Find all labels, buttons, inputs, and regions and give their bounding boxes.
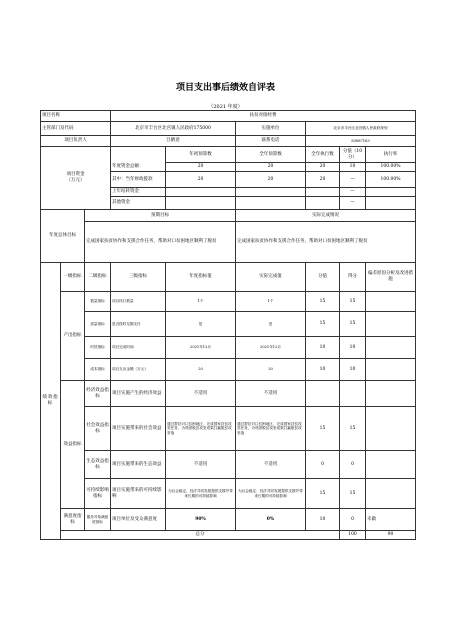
- phone-value: 83887163: [306, 136, 416, 147]
- document-year: （2021 年度）: [208, 104, 243, 110]
- indicator-row: 可持续影响指标 项目实施带来的可持续影响 为社会稳定、经济共同发展提供支撑并带来长期的可持续影响 为社会稳定、经济共同发展提供支撑并带来长期的可持续影响 15 15: [41, 479, 416, 509]
- total-row: [41, 531, 416, 540]
- leader-label: 项目负责人: [41, 136, 111, 147]
- col-initial-budget: 年初预算数: [166, 147, 236, 163]
- head-level1: 一级指标: [61, 263, 85, 292]
- funds-row: 上年结转资金 —: [41, 188, 416, 197]
- expected-goal-header: 预期目标: [85, 210, 236, 222]
- funds-row: 其中：当年财政拨款 20 20 20 — 100.00%: [41, 172, 416, 188]
- expected-goal-text: 完成国家扶贫协作和支援合作任务，帮助对口贫困地区顺利了脱贫: [85, 222, 236, 263]
- project-name-value: 扶贫对接经费: [111, 111, 416, 122]
- funds-label: 项目资金 （万元）: [41, 147, 111, 210]
- head-target: 年度指标值: [166, 263, 236, 292]
- head-score: 分值: [306, 263, 340, 292]
- self-evaluation-table: [40, 110, 416, 540]
- indicator-row: 生态效益指标 项目实施带来的生态效益 不适用 不适用 0 0: [41, 451, 416, 479]
- effect-indicator-label: 效益指标: [61, 381, 85, 509]
- indicator-row: 满意度指标 服务对象满意度指标 项目单位及受众满意度 90% 0% 10 0 未做: [41, 509, 416, 531]
- indicator-row: 时效指标 项目完成时间 2021年12月 2021年12月 10 10: [41, 337, 416, 359]
- dept-label: 主管部门及代码: [41, 122, 111, 136]
- col-score: 分值（10分）: [340, 147, 366, 163]
- leader-value: 吕陋意: [111, 136, 236, 147]
- performance-indicator-label: 绩效指标: [41, 263, 61, 540]
- actual-goal-header: 实际完成情况: [236, 210, 416, 222]
- head-got: 得分: [340, 263, 366, 292]
- actual-goal-text: 完成国家扶贫协作和支援合作任务，帮助对口贫困地区顺利了脱贫: [236, 222, 416, 263]
- output-indicator-label: 产出指标: [61, 292, 85, 381]
- impl-unit-value: 北京市丰台区北宫镇人民政府规划: [306, 122, 416, 136]
- col-full-budget: 全年预算数: [236, 147, 306, 163]
- head-level3: 三级指标: [111, 263, 166, 292]
- col-full-exec: 全年执行数: [306, 147, 340, 163]
- head-level2: 二级指标: [85, 263, 111, 292]
- satisfaction-indicator-label: 满意度指标: [61, 509, 85, 531]
- indicator-row: 成本指标 项目支出金额（万元） 20 20 10 10: [41, 359, 416, 381]
- annual-goal-label: 年度总体目标: [41, 210, 85, 263]
- funds-row: 其他资金 —: [41, 197, 416, 210]
- phone-label: 联系电话: [236, 136, 306, 147]
- col-exec-rate: 执行率: [366, 147, 416, 163]
- document-title: 项目支出事后绩效自评表: [175, 83, 275, 93]
- head-actual: 实际完成值: [236, 263, 306, 292]
- indicator-row: 效益指标 经济效益指标 项目实施产生的经济效益 不适用 不适用: [41, 381, 416, 407]
- dept-value: 北京市丰台区北宫镇人民政府175000: [111, 122, 236, 136]
- total-score: 100: [340, 531, 366, 540]
- project-name-label: 项目名称: [41, 111, 111, 122]
- indicator-row: 社会效益指标 项目实施带来的社会效益 通过帮扶对口贫困地区，完成国家扶贫攻坚任务，为巩固脱贫攻坚成果打赢脱贫攻坚战 通过帮扶对口贫困地区，完成国家扶贫攻坚任务，为巩固脱贫攻坚成果打赢脱贫攻坚战 15 15: [41, 407, 416, 451]
- funds-row: 年度资金总额： 20 20 20 10 100.00%: [41, 163, 416, 172]
- indicator-row: 质量指标 是否按时足额支付 是 是 15 15: [41, 312, 416, 337]
- total-got: 90: [366, 531, 416, 540]
- impl-unit-label: 实施单位: [236, 122, 306, 136]
- total-label: 总分: [61, 531, 340, 540]
- head-reason: 偏差原因分析及改进措施: [366, 263, 416, 292]
- indicator-row: 产出指标 数量指标 项目执行数量 1个 1个 15 15: [41, 292, 416, 312]
